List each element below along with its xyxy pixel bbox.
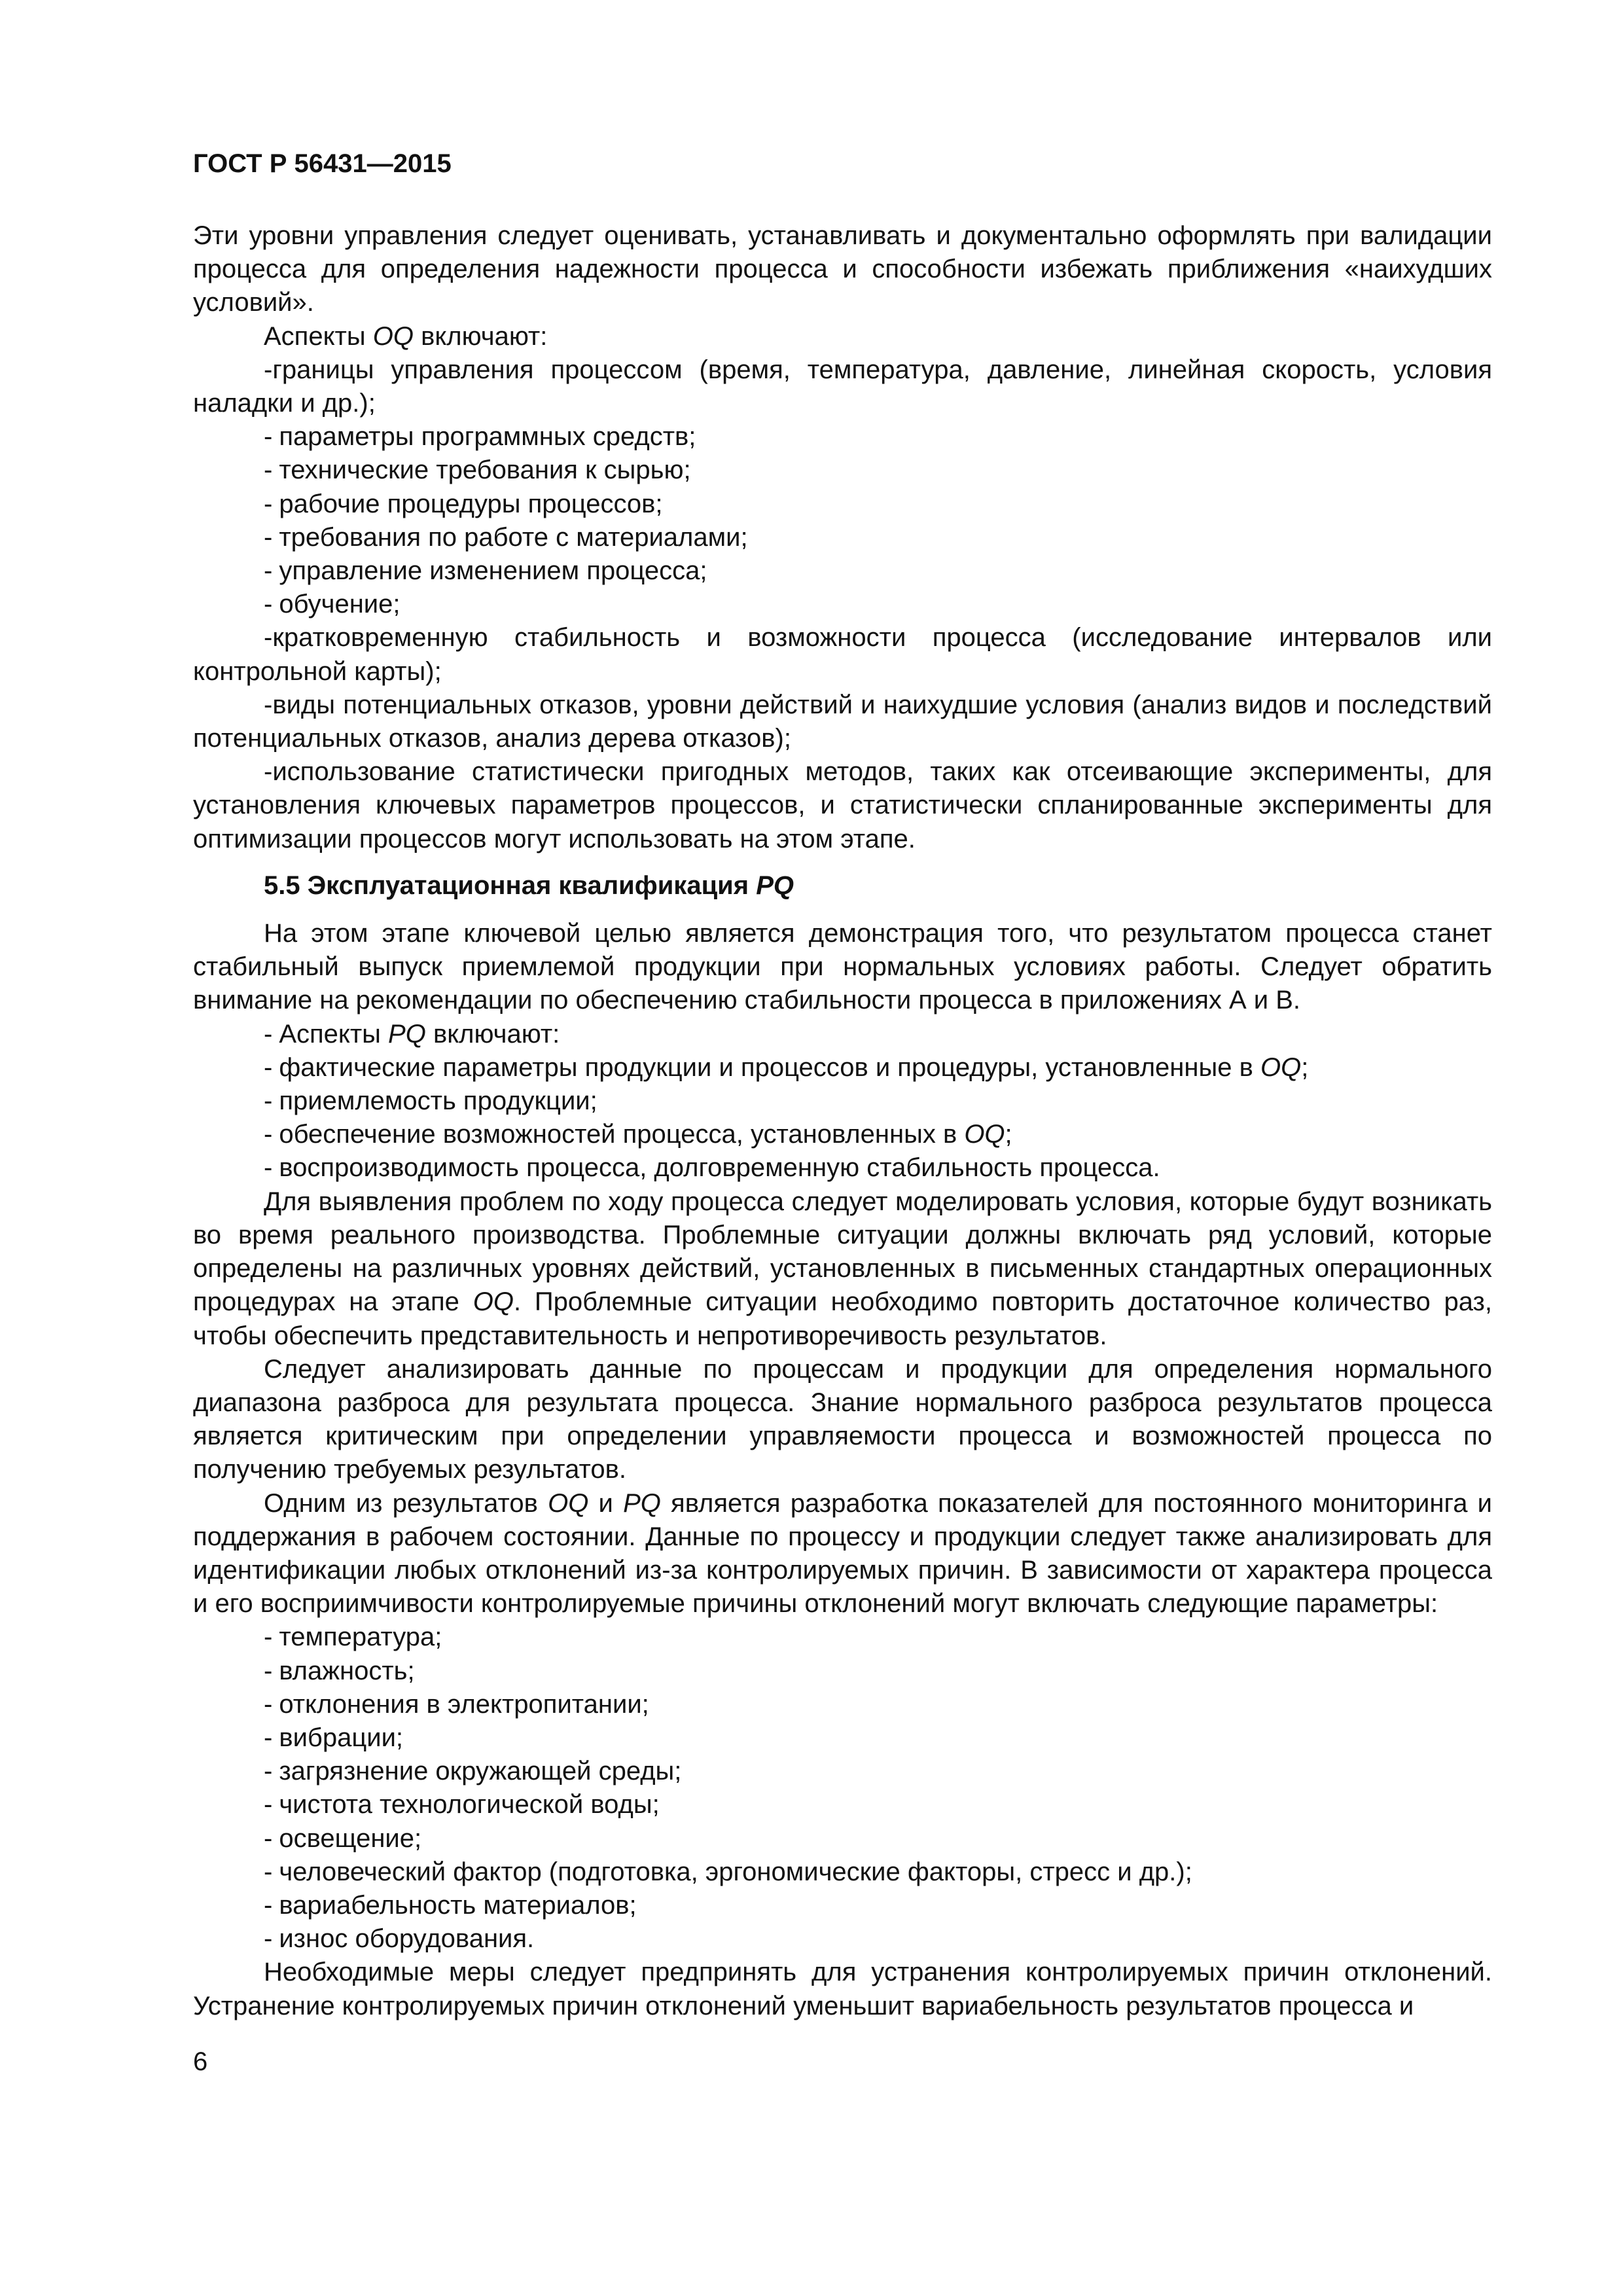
document-code-header: ГОСТ Р 56431—2015 — [193, 149, 452, 178]
oq-item: -кратковременную стабильность и возможности процесса (исследование интервалов или контрольной карты); — [193, 623, 1492, 686]
oq-item: -использование статистически пригодных методов, таких как отсеивающие эксперименты, для установления ключевых параметров процессов, и статистически спланированные эксперименты для оптимизации процессов могут использовать на этом этапе. — [193, 757, 1492, 853]
cause-item: - загрязнение окружающей среды; — [264, 1757, 682, 1786]
document-page — [193, 0, 1492, 2296]
cause-item: - чистота технологической воды; — [264, 1790, 660, 1820]
problem-situations-paragraph: Для выявления проблем по ходу процесса следует моделировать условия, которые будут возникать во время реального производства. Проблемные ситуации должны включать ряд условий, которые определены на различных уровнях действий, установленных в письменных стандартных операционных процедурах на этапе OQ. Проблемные ситуации необходимо повторить достаточное количество раз, чтобы обеспечить представительность и непротиворечивость результатов. — [193, 1187, 1493, 1350]
data-analysis-paragraph: Следует анализировать данные по процессам и продукции для определения нормального диапазона разброса для результата процесса. Знание нормального разброса результатов процесса является критическим при определении управляемости процесса и возможностей процесса по получению требуемых результатов. — [193, 1354, 1492, 1484]
cause-item: - отклонения в электропитании; — [264, 1689, 649, 1719]
cause-item: - износ оборудования. — [264, 1924, 535, 1954]
cause-item: - температура; — [264, 1623, 442, 1652]
intro-paragraph: Эти уровни управления следует оценивать, устанавливать и документально оформлять при валидации процесса для определения надежности процесса и способности избежать приближения «наихудших условий». — [193, 221, 1492, 317]
pq-intro-paragraph: На этом этапе ключевой целью является демонстрация того, что результатом процесса станет стабильный выпуск приемлемой продукции при нормальных условиях работы. Следует обратить внимание на рекомендации по обеспечению стабильности процесса в приложениях А и В. — [193, 919, 1492, 1015]
cause-item: - освещение; — [264, 1823, 422, 1853]
cause-item: - вариабельность материалов; — [264, 1890, 637, 1920]
cause-item: - вибрации; — [264, 1723, 404, 1752]
pq-item: - обеспечение возможностей процесса, установленных в OQ; — [264, 1120, 1012, 1149]
oq-item: - управление изменением процесса; — [264, 556, 707, 586]
cause-item: - человеческий фактор (подготовка, эргономические факторы, стресс и др.); — [264, 1857, 1192, 1886]
cause-item: - влажность; — [264, 1656, 415, 1685]
oq-item: - требования по работе с материалами; — [264, 522, 748, 552]
document-body — [193, 219, 1492, 2023]
oq-item: - параметры программных средств; — [264, 422, 696, 452]
oq-item: -виды потенциальных отказов, уровни действий и наихудшие условия (анализ видов и последствий потенциальных отказов, анализ дерева отказов); — [193, 690, 1492, 753]
pq-item: - воспроизводимость процесса, долговременную стабильность процесса. — [264, 1153, 1160, 1183]
oq-item: - технические требования к сырью; — [264, 456, 691, 485]
page-number: 6 — [193, 2047, 208, 2076]
oq-aspects-lead: Аспекты OQ включают: — [264, 321, 548, 351]
oq-item: -границы управления процессом (время, температура, давление, линейная скорость, условия наладки и др.); — [193, 355, 1492, 418]
pq-item: - фактические параметры продукции и процессов и процедуры, установленные в OQ; — [264, 1052, 1309, 1082]
section-heading: 5.5 Эксплуатационная квалификация PQ — [264, 870, 794, 900]
oq-item: - рабочие процедуры процессов; — [264, 489, 663, 518]
pq-aspects-lead: - Аспекты PQ включают: — [264, 1019, 560, 1049]
measures-paragraph: Необходимые меры следует предпринять для устранения контролируемых причин отклонений. Устранение контролируемых причин отклонений уменьшит вариабельность результатов процесса и — [193, 1958, 1492, 2020]
pq-item: - приемлемость продукции; — [264, 1086, 597, 1116]
monitoring-paragraph: Одним из результатов OQ и PQ является разработка показателей для постоянного мониторинга и поддержания в рабочем состоянии. Данные по процессу и продукции следует также анализировать для идентификации любых отклонений из-за контролируемых причин. В зависимости от характера процесса и его восприимчивости контролируемые причины отклонений могут включать следующие параметры: — [193, 1488, 1492, 1619]
oq-item: - обучение; — [264, 590, 401, 619]
